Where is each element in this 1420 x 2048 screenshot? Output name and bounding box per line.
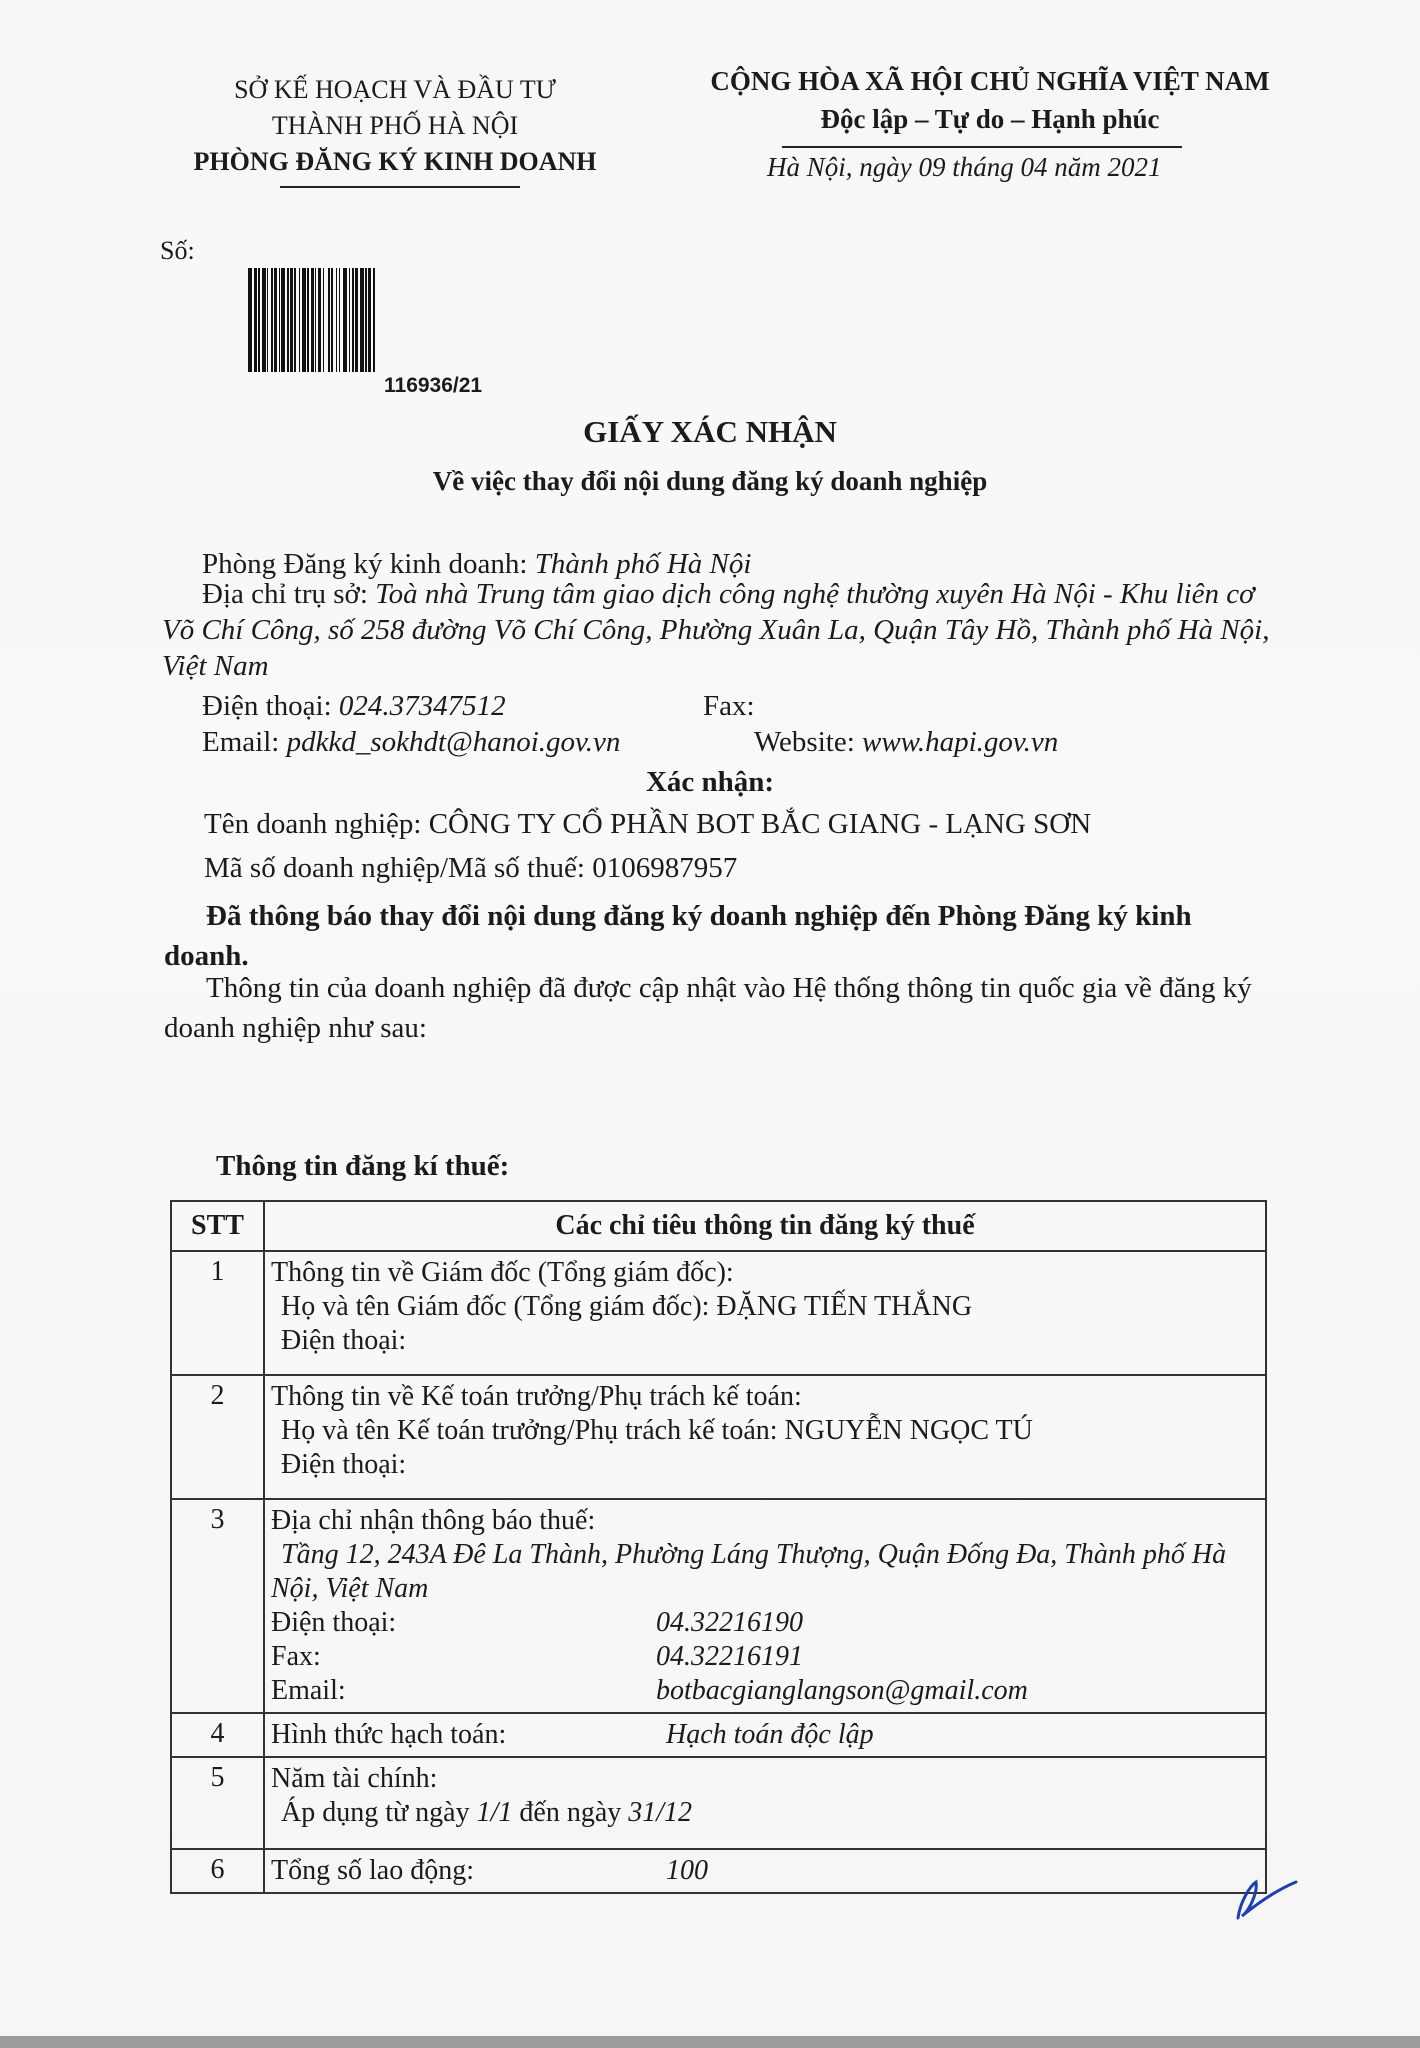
office-address-value: Toà nhà Trung tâm giao dịch công nghệ thường xuyên Hà Nội - Khu liên cơ Võ Chí Công, số 258 đường Võ Chí Công, Phường Xuân La, Quận Tây Hồ, Thành phố Hà Nội, Việt Nam bbox=[162, 578, 1270, 682]
row-stt: 5 bbox=[171, 1757, 264, 1849]
barcode-bar bbox=[375, 268, 376, 372]
office-email-label: Email: bbox=[202, 726, 280, 758]
office-phone-label: Điện thoại: bbox=[202, 690, 332, 722]
row-line: Điện thoại: bbox=[281, 1449, 407, 1480]
agency-line-3: PHÒNG ĐĂNG KÝ KINH DOANH bbox=[193, 147, 597, 176]
kv-label: Điện thoại: bbox=[271, 1607, 397, 1638]
scan-edge bbox=[0, 2036, 1420, 2048]
document-title: GIẤY XÁC NHẬN bbox=[583, 414, 837, 449]
company-tax-code: Mã số doanh nghiệp/Mã số thuế: 0106987957 bbox=[204, 852, 738, 884]
row-content bbox=[264, 1757, 1266, 1849]
document-subtitle: Về việc thay đổi nội dung đăng ký doanh nghiệp bbox=[432, 466, 988, 496]
table-row bbox=[171, 1849, 1266, 1893]
table-row bbox=[171, 1713, 1266, 1757]
nation-title: CỘNG HÒA XÃ HỘI CHỦ NGHĨA VIỆT NAM bbox=[710, 66, 1270, 96]
col-items-header: Các chỉ tiêu thông tin đăng ký thuế bbox=[264, 1201, 1266, 1251]
kv-value: 04.32216190 bbox=[656, 1607, 803, 1638]
kv-row bbox=[271, 1640, 1259, 1674]
row-stt: 2 bbox=[171, 1375, 264, 1499]
notice-text: Thông tin của doanh nghiệp đã được cập nhật vào Hệ thống thông tin quốc gia về đăng ký doanh nghiệp như sau: bbox=[164, 972, 1252, 1044]
company-name: Tên doanh nghiệp: CÔNG TY CỔ PHẦN BOT BẮC GIANG - LẠNG SƠN bbox=[204, 808, 1092, 840]
fy-text: Áp dụng từ ngày bbox=[281, 1797, 477, 1828]
row-stt: 3 bbox=[171, 1499, 264, 1713]
kv-row bbox=[271, 1854, 1259, 1888]
col-stt-header: STT bbox=[171, 1201, 264, 1251]
notice-bold: Đã thông báo thay đổi nội dung đăng ký doanh nghiệp đến Phòng Đăng ký kinh doanh. bbox=[164, 900, 1192, 972]
row-content bbox=[264, 1713, 1266, 1757]
kv-value: Hạch toán độc lập bbox=[666, 1719, 874, 1750]
kv-value: botbacgianglangson@gmail.com bbox=[656, 1675, 1028, 1706]
fy-end: 31/12 bbox=[628, 1797, 693, 1828]
office-phone-value: 024.37347512 bbox=[338, 690, 506, 722]
kv-row bbox=[271, 1718, 1259, 1752]
place-date: Hà Nội, ngày 09 tháng 04 năm 2021 bbox=[767, 152, 1162, 182]
kv-label: Tổng số lao động: bbox=[271, 1855, 474, 1886]
row-content bbox=[264, 1849, 1266, 1893]
kv-label: Email: bbox=[271, 1675, 346, 1706]
office-website-label: Website: bbox=[754, 726, 855, 758]
row-line: Họ và tên Giám đốc (Tổng giám đốc): ĐẶNG TIẾN THẮNG bbox=[281, 1291, 973, 1322]
agency-line-1: SỞ KẾ HOẠCH VÀ ĐẦU TƯ bbox=[234, 75, 556, 104]
office-address bbox=[162, 576, 1292, 684]
row-line: Năm tài chính: bbox=[271, 1763, 438, 1794]
table-header-row bbox=[171, 1201, 1266, 1251]
table-row bbox=[171, 1375, 1266, 1499]
barcode bbox=[248, 268, 640, 372]
office-email-line bbox=[202, 724, 620, 760]
tax-heading: Thông tin đăng kí thuế: bbox=[216, 1150, 510, 1182]
row-content bbox=[264, 1375, 1266, 1499]
row-stt: 1 bbox=[171, 1251, 264, 1375]
kv-row bbox=[271, 1606, 1259, 1640]
office-fax-label: Fax: bbox=[703, 690, 755, 722]
agency-block bbox=[165, 72, 625, 180]
office-name-label: Phòng Đăng ký kinh doanh: bbox=[202, 548, 528, 580]
row-stt: 6 bbox=[171, 1849, 264, 1893]
fy-text: đến ngày bbox=[512, 1797, 629, 1828]
motto: Độc lập – Tự do – Hạnh phúc bbox=[820, 104, 1160, 134]
row-content bbox=[264, 1251, 1266, 1375]
row-line: Thông tin về Kế toán trưởng/Phụ trách kế toán: bbox=[271, 1381, 802, 1412]
agency-line-2: THÀNH PHỐ HÀ NỘI bbox=[271, 111, 519, 140]
row-line bbox=[271, 1796, 1259, 1830]
office-name-value: Thành phố Hà Nội bbox=[534, 548, 752, 580]
kv-label: Hình thức hạch toán: bbox=[271, 1719, 507, 1750]
office-phone-line bbox=[202, 688, 506, 724]
row-line: Điện thoại: bbox=[281, 1325, 407, 1356]
kv-value: 100 bbox=[666, 1855, 708, 1886]
tax-notice-address: Tầng 12, 243A Đê La Thành, Phường Láng Thượng, Quận Đống Đa, Thành phố Hà Nội, Việt Nam bbox=[271, 1539, 1227, 1604]
row-content bbox=[264, 1499, 1266, 1713]
office-website-line bbox=[754, 724, 1058, 760]
office-email-value: pdkkd_sokhdt@hanoi.gov.vn bbox=[286, 726, 621, 758]
table-row bbox=[171, 1757, 1266, 1849]
kv-value: 04.32216191 bbox=[656, 1641, 803, 1672]
barcode-number: 116936/21 bbox=[384, 374, 483, 397]
agency-underline bbox=[280, 186, 520, 188]
kv-row bbox=[271, 1674, 1259, 1708]
number-label: Số: bbox=[160, 236, 195, 265]
row-line: Thông tin về Giám đốc (Tổng giám đốc): bbox=[271, 1257, 734, 1288]
office-address-label: Địa chỉ trụ sở: bbox=[202, 578, 368, 610]
fy-start: 1/1 bbox=[476, 1797, 513, 1828]
kv-label: Fax: bbox=[271, 1641, 321, 1672]
motto-underline bbox=[782, 146, 1182, 148]
row-line: Họ và tên Kế toán trưởng/Phụ trách kế toán: NGUYỄN NGỌC TÚ bbox=[281, 1415, 1033, 1446]
signature-initial bbox=[1228, 1872, 1298, 1922]
table-row bbox=[171, 1251, 1266, 1375]
office-website-value: www.hapi.gov.vn bbox=[862, 726, 1059, 758]
row-line: Địa chỉ nhận thông báo thuế: bbox=[271, 1505, 596, 1536]
tax-info-table bbox=[170, 1200, 1267, 1894]
confirm-heading: Xác nhận: bbox=[645, 766, 775, 798]
row-stt: 4 bbox=[171, 1713, 264, 1757]
nation-block bbox=[680, 62, 1300, 138]
table-row bbox=[171, 1499, 1266, 1713]
